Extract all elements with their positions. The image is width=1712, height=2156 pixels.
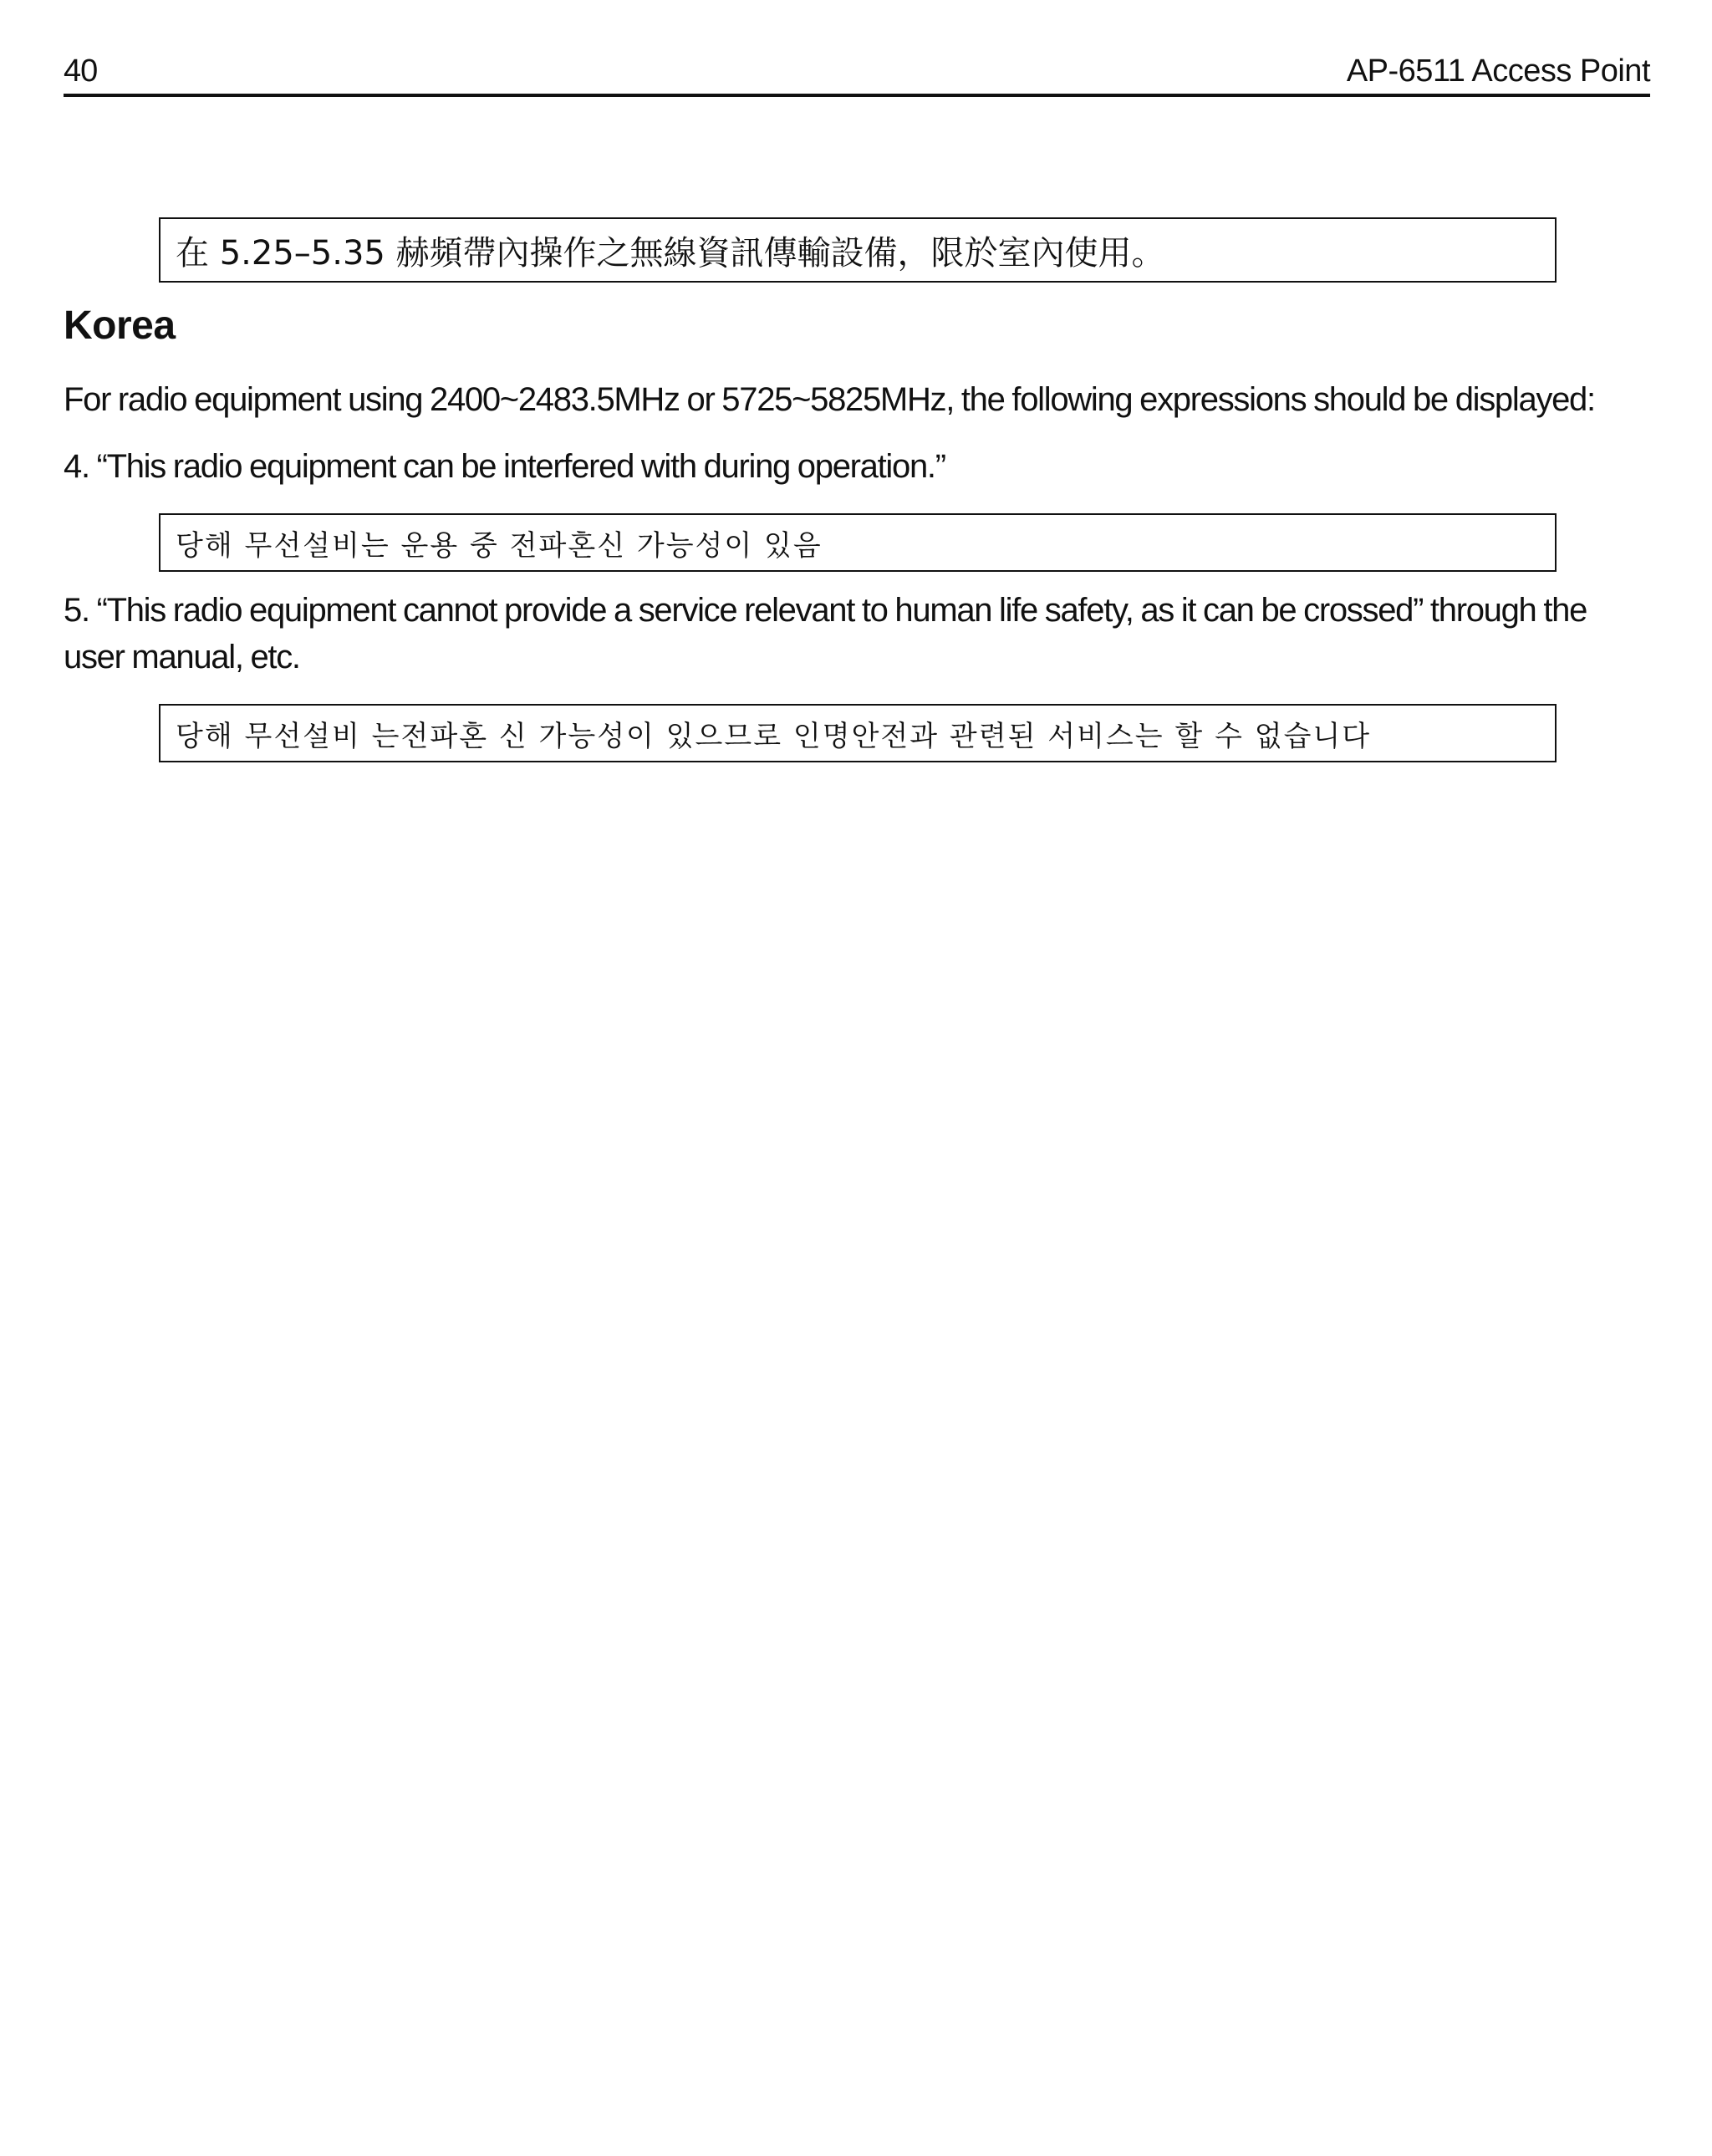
- korea-item-5: 5. “This radio equipment cannot provide a service relevant to human life safety, as it can be crossed” through the user manual, etc.: [64, 592, 1587, 675]
- running-title: AP-6511 Access Point: [1346, 54, 1650, 89]
- korea-notice-text-1: 당해 무선설비는 운용 중 전파혼신 가능성이 있음: [176, 528, 823, 563]
- section-heading-korea: Korea: [64, 303, 176, 348]
- korea-intro-paragraph: For radio equipment using 2400~2483.5MHz or 5725~5825MHz, the following expressions should be displayed:: [64, 381, 1595, 418]
- korea-notice-box-2: [159, 704, 1557, 762]
- taiwan-notice-box: [159, 217, 1557, 283]
- taiwan-notice-text: 在 5.25–5.35 赫頻帶內操作之無線資訊傳輸設備，限於室內使用。: [176, 233, 1165, 273]
- korea-notice-box-1: [159, 513, 1557, 572]
- korea-notice-text-2: 당해 무선설비 는전파혼 신 가능성이 있으므로 인명안전과 관련된 서비스는 할 수 없습니다: [176, 719, 1372, 753]
- page-header: [64, 48, 1650, 97]
- korea-item-4: 4. “This radio equipment can be interfered with during operation.”: [64, 448, 945, 485]
- page-number: 40: [64, 54, 98, 89]
